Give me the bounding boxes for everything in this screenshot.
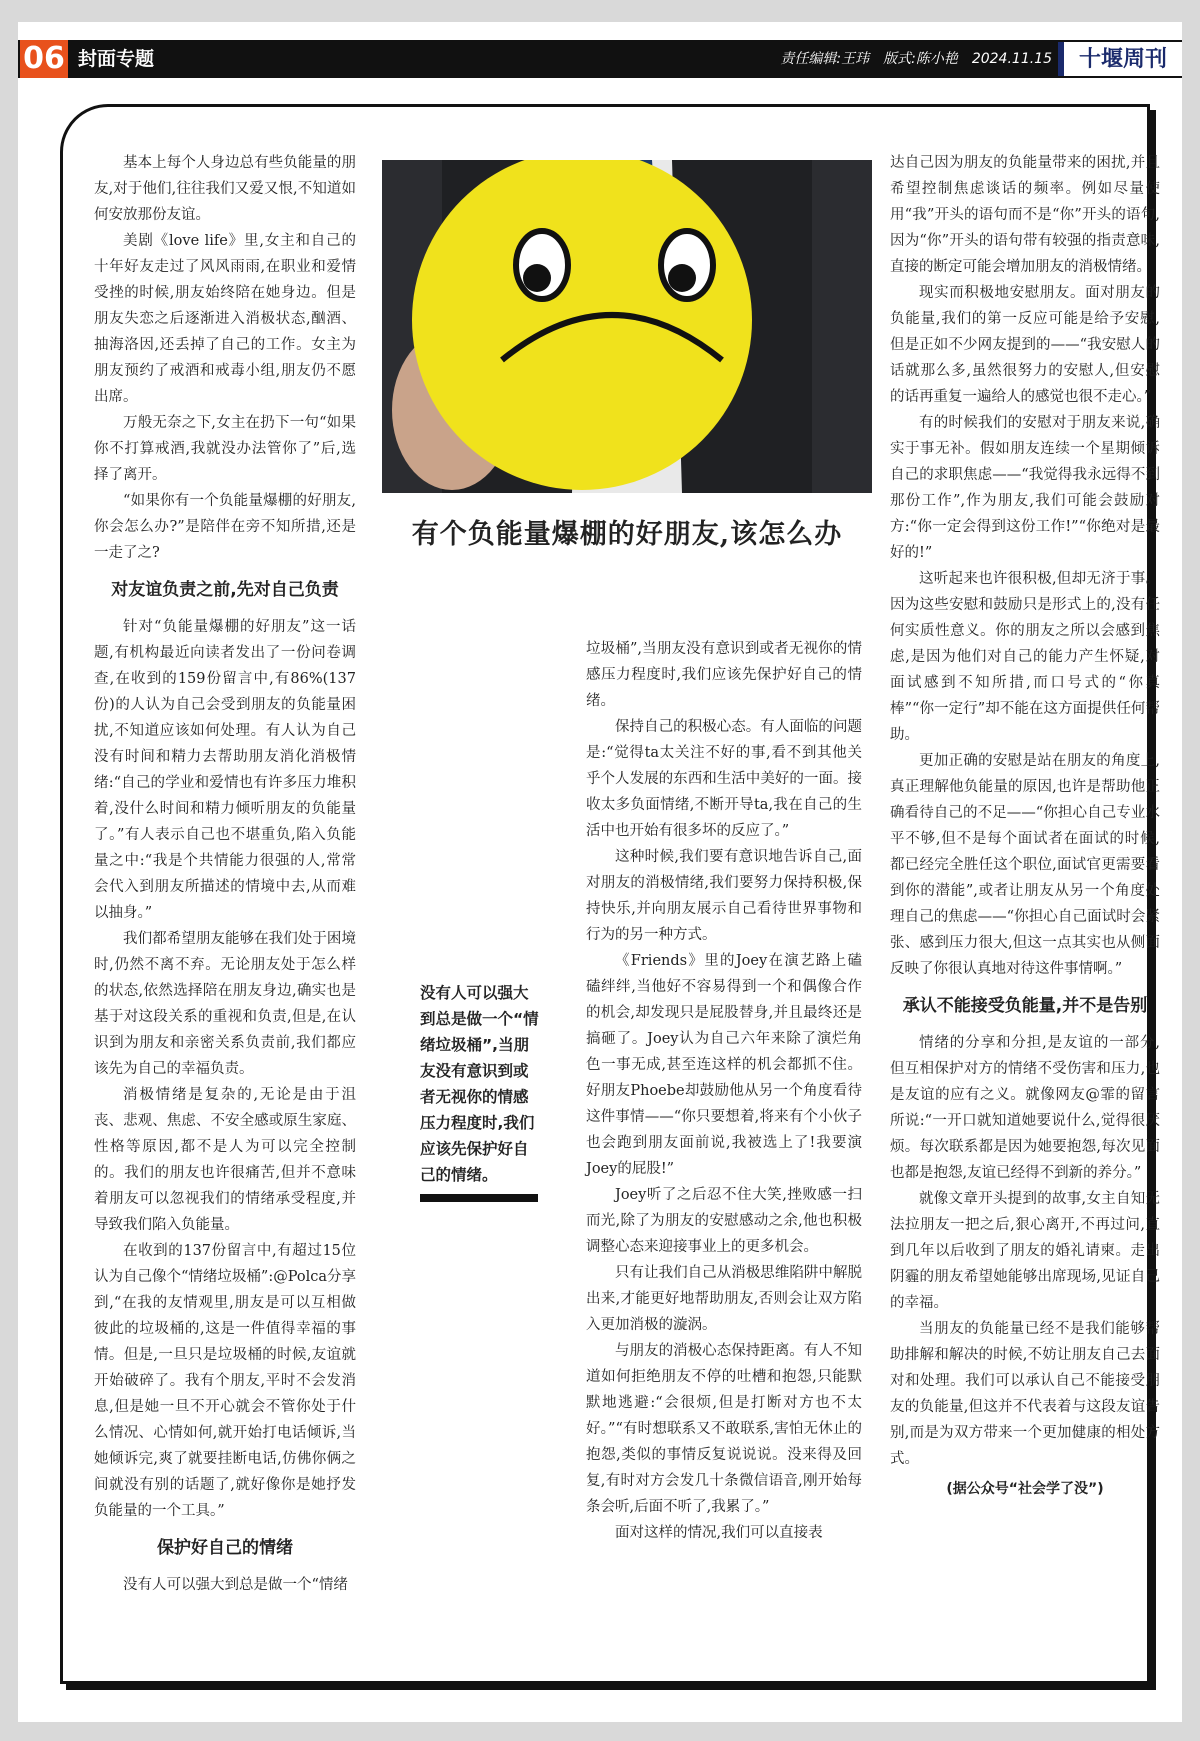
- paragraph: 针对“负能量爆棚的好朋友”这一话题,有机构最近向读者发出了一份问卷调查,在收到的159份留言中,有86%(137份)的人认为自己会受到朋友的负能量困扰,不知道应该如何处理。有人认为自己没有时间和精力去帮助朋友消化消极情绪:“自己的学业和爱情也有许多压力堆积着,没什么时间和精力倾听朋友的负能量了。”有人表示自己也不堪重负,陷入负能量之中:“我是个共情能力很强的人,常常会代入到朋友所描述的情境中去,从而难以抽身。”: [94, 619, 356, 921]
- paragraph: 美剧《love life》里,女主和自己的十年好友走过了风风雨雨,在职业和爱情受挫的时候,朋友始终陪在她身边。但是朋友失恋之后逐渐进入消极状态,酗酒、抽海洛因,还丢掉了自己的工作。女主为朋友预约了戒酒和戒毒小组,朋友仍不愿出席。: [94, 233, 356, 405]
- paragraph: 更加正确的安慰是站在朋友的角度上,真正理解他负能量的原因,也许是帮助他正确看待自己的不足——“你担心自己专业水平不够,但不是每个面试者在面试的时候,都已经完全胜任这个职位,面试官更需要看到你的潜能”,或者让朋友从另一个角度处理自己的焦虑——“你担心自己面试时会紧张、感到压力很大,但这一点其实也从侧面反映了你很认真地对待这件事情啊。”: [890, 753, 1160, 977]
- paragraph: 在收到的137份留言中,有超过15位认为自己像个“情绪垃圾桶”:@Polca分享到,“在我的友情观里,朋友是可以互相做彼此的垃圾桶的,这是一件值得幸福的事情。但是,一旦只是垃圾桶的时候,友谊就开始破碎了。我有个朋友,平时不会发消息,但是她一旦不开心就会不管你处于什么情况、心情如何,就开始打电话倾诉,当她倾诉完,爽了就要挂断电话,仿佛你俩之间就没有别的话题了,就好像你是她抒发负能量的一个工具。”: [94, 1243, 357, 1519]
- subheading: 对友谊负责之前,先对自己负责: [111, 580, 339, 600]
- source-credit: (据公众号“社会学了没”): [946, 1481, 1104, 1497]
- column-4: [890, 150, 1160, 1498]
- brand-logo: 十堰周刊: [1058, 42, 1182, 76]
- pull-quote: 没有人可以强大到总是做一个“情绪垃圾桶”,当朋友没有意识到或者无视你的情感压力程度时,我们应该先保护好自己的情绪。: [420, 984, 539, 1184]
- paragraph: Joey听了之后忍不住大笑,挫败感一扫而光,除了为朋友的安慰感动之余,他也积极调整心态来迎接事业上的更多机会。: [586, 1187, 862, 1255]
- paragraph: 这听起来也许很积极,但却无济于事。因为这些安慰和鼓励只是形式上的,没有任何实质性意义。你的朋友之所以会感到焦虑,是因为他们对自己的能力产生怀疑,对面试感到不知所措,而口号式的“你真棒”“你一定行”却不能在这方面提供任何帮助。: [890, 571, 1160, 743]
- paragraph: 垃圾桶”,当朋友没有意识到或者无视你的情感压力程度时,我们应该先保护好自己的情绪。: [586, 641, 862, 709]
- paragraph: 有的时候我们的安慰对于朋友来说,确实于事无补。假如朋友连续一个星期倾诉自己的求职焦虑——“我觉得我永远得不到那份工作”,作为朋友,我们可能会鼓励对方:“你一定会得到这份工作!”“你绝对是最好的!”: [890, 415, 1160, 561]
- paragraph: 只有让我们自己从消极思维陷阱中解脱出来,才能更好地帮助朋友,否则会让双方陷入更加消极的漩涡。: [586, 1265, 862, 1333]
- paragraph: 没有人可以强大到总是做一个“情绪: [123, 1577, 348, 1593]
- paragraph: 面对这样的情况,我们可以直接表: [615, 1525, 823, 1541]
- editor-credits: 责任编辑:王玮 版式:陈小艳 2024.11.15: [780, 51, 1052, 67]
- paragraph: 我们都希望朋友能够在我们处于困境时,仍然不离不弃。无论朋友处于怎么样的状态,依然选择陪在朋友身边,确实也是基于对这段关系的重视和负责,但是,在认识到为朋友和亲密关系负责前,我们都应该先为自己的幸福负责。: [94, 931, 356, 1077]
- paragraph: 当朋友的负能量已经不是我们能够帮助排解和解决的时候,不妨让朋友自己去面对和处理。我们可以承认自己不能接受朋友的负能量,但这并不代表着与这段友谊告别,而是为双方带来一个更加健康的相处方式。: [890, 1321, 1160, 1467]
- paragraph: 情绪的分享和分担,是友谊的一部分,但互相保护对方的情绪不受伤害和压力,也是友谊的应有之义。就像网友@霏的留言所说:“一开口就知道她要说什么,觉得很厌烦。每次联系都是因为她要抱怨,每次见面也都是抱怨,友谊已经得不到新的养分。”: [890, 1035, 1160, 1181]
- paragraph: 与朋友的消极心态保持距离。有人不知道如何拒绝朋友不停的吐槽和抱怨,只能默默地逃避:“会很烦,但是打断对方也不太好。”“有时想联系又不敢联系,害怕无休止的抱怨,类似的事情反复说说说。没来得及回复,有时对方会发几十条微信语音,刚开始每条会听,后面不听了,我累了。”: [586, 1343, 862, 1515]
- paragraph: 万般无奈之下,女主在扔下一句“如果你不打算戒酒,我就没办法管你了”后,选择了离开。: [94, 415, 356, 483]
- pull-quote-bar: [420, 1194, 538, 1202]
- article-title: 有个负能量爆棚的好朋友,该怎么办: [411, 519, 843, 550]
- cover-photo: [382, 160, 872, 493]
- paragraph: 就像文章开头提到的故事,女主自知无法拉朋友一把之后,狠心离开,不再过问,直到几年以后收到了朋友的婚礼请柬。走出阴霾的朋友希望她能够出席现场,见证自己的幸福。: [890, 1191, 1160, 1311]
- paragraph: 消极情绪是复杂的,无论是由于沮丧、悲观、焦虑、不安全感或原生家庭、性格等原因,都不是人为可以完全控制的。我们的朋友也许很痛苦,但并不意味着朋友可以忽视我们的情绪承受程度,并导致我们陷入负能量。: [94, 1087, 356, 1233]
- page-header: [18, 40, 1182, 78]
- page-number: 06: [20, 40, 68, 78]
- subheading: 承认不能接受负能量,并不是告别: [902, 996, 1148, 1016]
- paragraph: 这种时候,我们要有意识地告诉自己,面对朋友的消极情绪,我们要努力保持积极,保持快乐,并向朋友展示自己看待世界事物和行为的另一种方式。: [586, 849, 862, 943]
- paragraph: 现实而积极地安慰朋友。面对朋友的负能量,我们的第一反应可能是给予安慰,但是正如不少网友提到的——“我安慰人的话就那么多,虽然很努力的安慰人,但安慰的话再重复一遍给人的感觉也很不走心。”: [890, 285, 1160, 405]
- paragraph: “如果你有一个负能量爆棚的好朋友,你会怎么办?”是陪伴在旁不知所措,还是一走了之?: [94, 493, 356, 561]
- paragraph: 保持自己的积极心态。有人面临的问题是:“觉得ta太关注不好的事,看不到其他关乎个人发展的东西和生活中美好的一面。接收太多负面情绪,不断开导ta,我在自己的生活中也开始有很多坏的反应了。”: [586, 719, 862, 839]
- column-3: [586, 636, 862, 1546]
- column-1: [94, 150, 356, 1598]
- subheading: 保护好自己的情绪: [157, 1538, 293, 1558]
- paragraph: 基本上每个人身边总有些负能量的朋友,对于他们,往往我们又爱又恨,不知道如何安放那份友谊。: [94, 155, 356, 223]
- sad-face-photo-illustration: [382, 160, 872, 493]
- paragraph: 达自己因为朋友的负能量带来的困扰,并且希望控制焦虑谈话的频率。例如尽量使用“我”开头的语句而不是“你”开头的语句,因为“你”开头的语句带有较强的指责意味,直接的断定可能会增加朋友的消极情绪。: [890, 155, 1160, 275]
- paragraph: 《Friends》里的Joey在演艺路上磕磕绊绊,当他好不容易得到一个和偶像合作的机会,却发现只是屁股替身,并且最终还是搞砸了。Joey认为自己六年来除了演烂角色一事无成,甚至连这样的机会都抓不住。好朋友Phoebe却鼓励他从另一个角度看待这件事情——“你只要想着,将来有个小伙子也会跑到朋友面前说,我被选上了!我要演Joey的屁股!”: [586, 953, 862, 1177]
- section-title: 封面专题: [78, 48, 155, 70]
